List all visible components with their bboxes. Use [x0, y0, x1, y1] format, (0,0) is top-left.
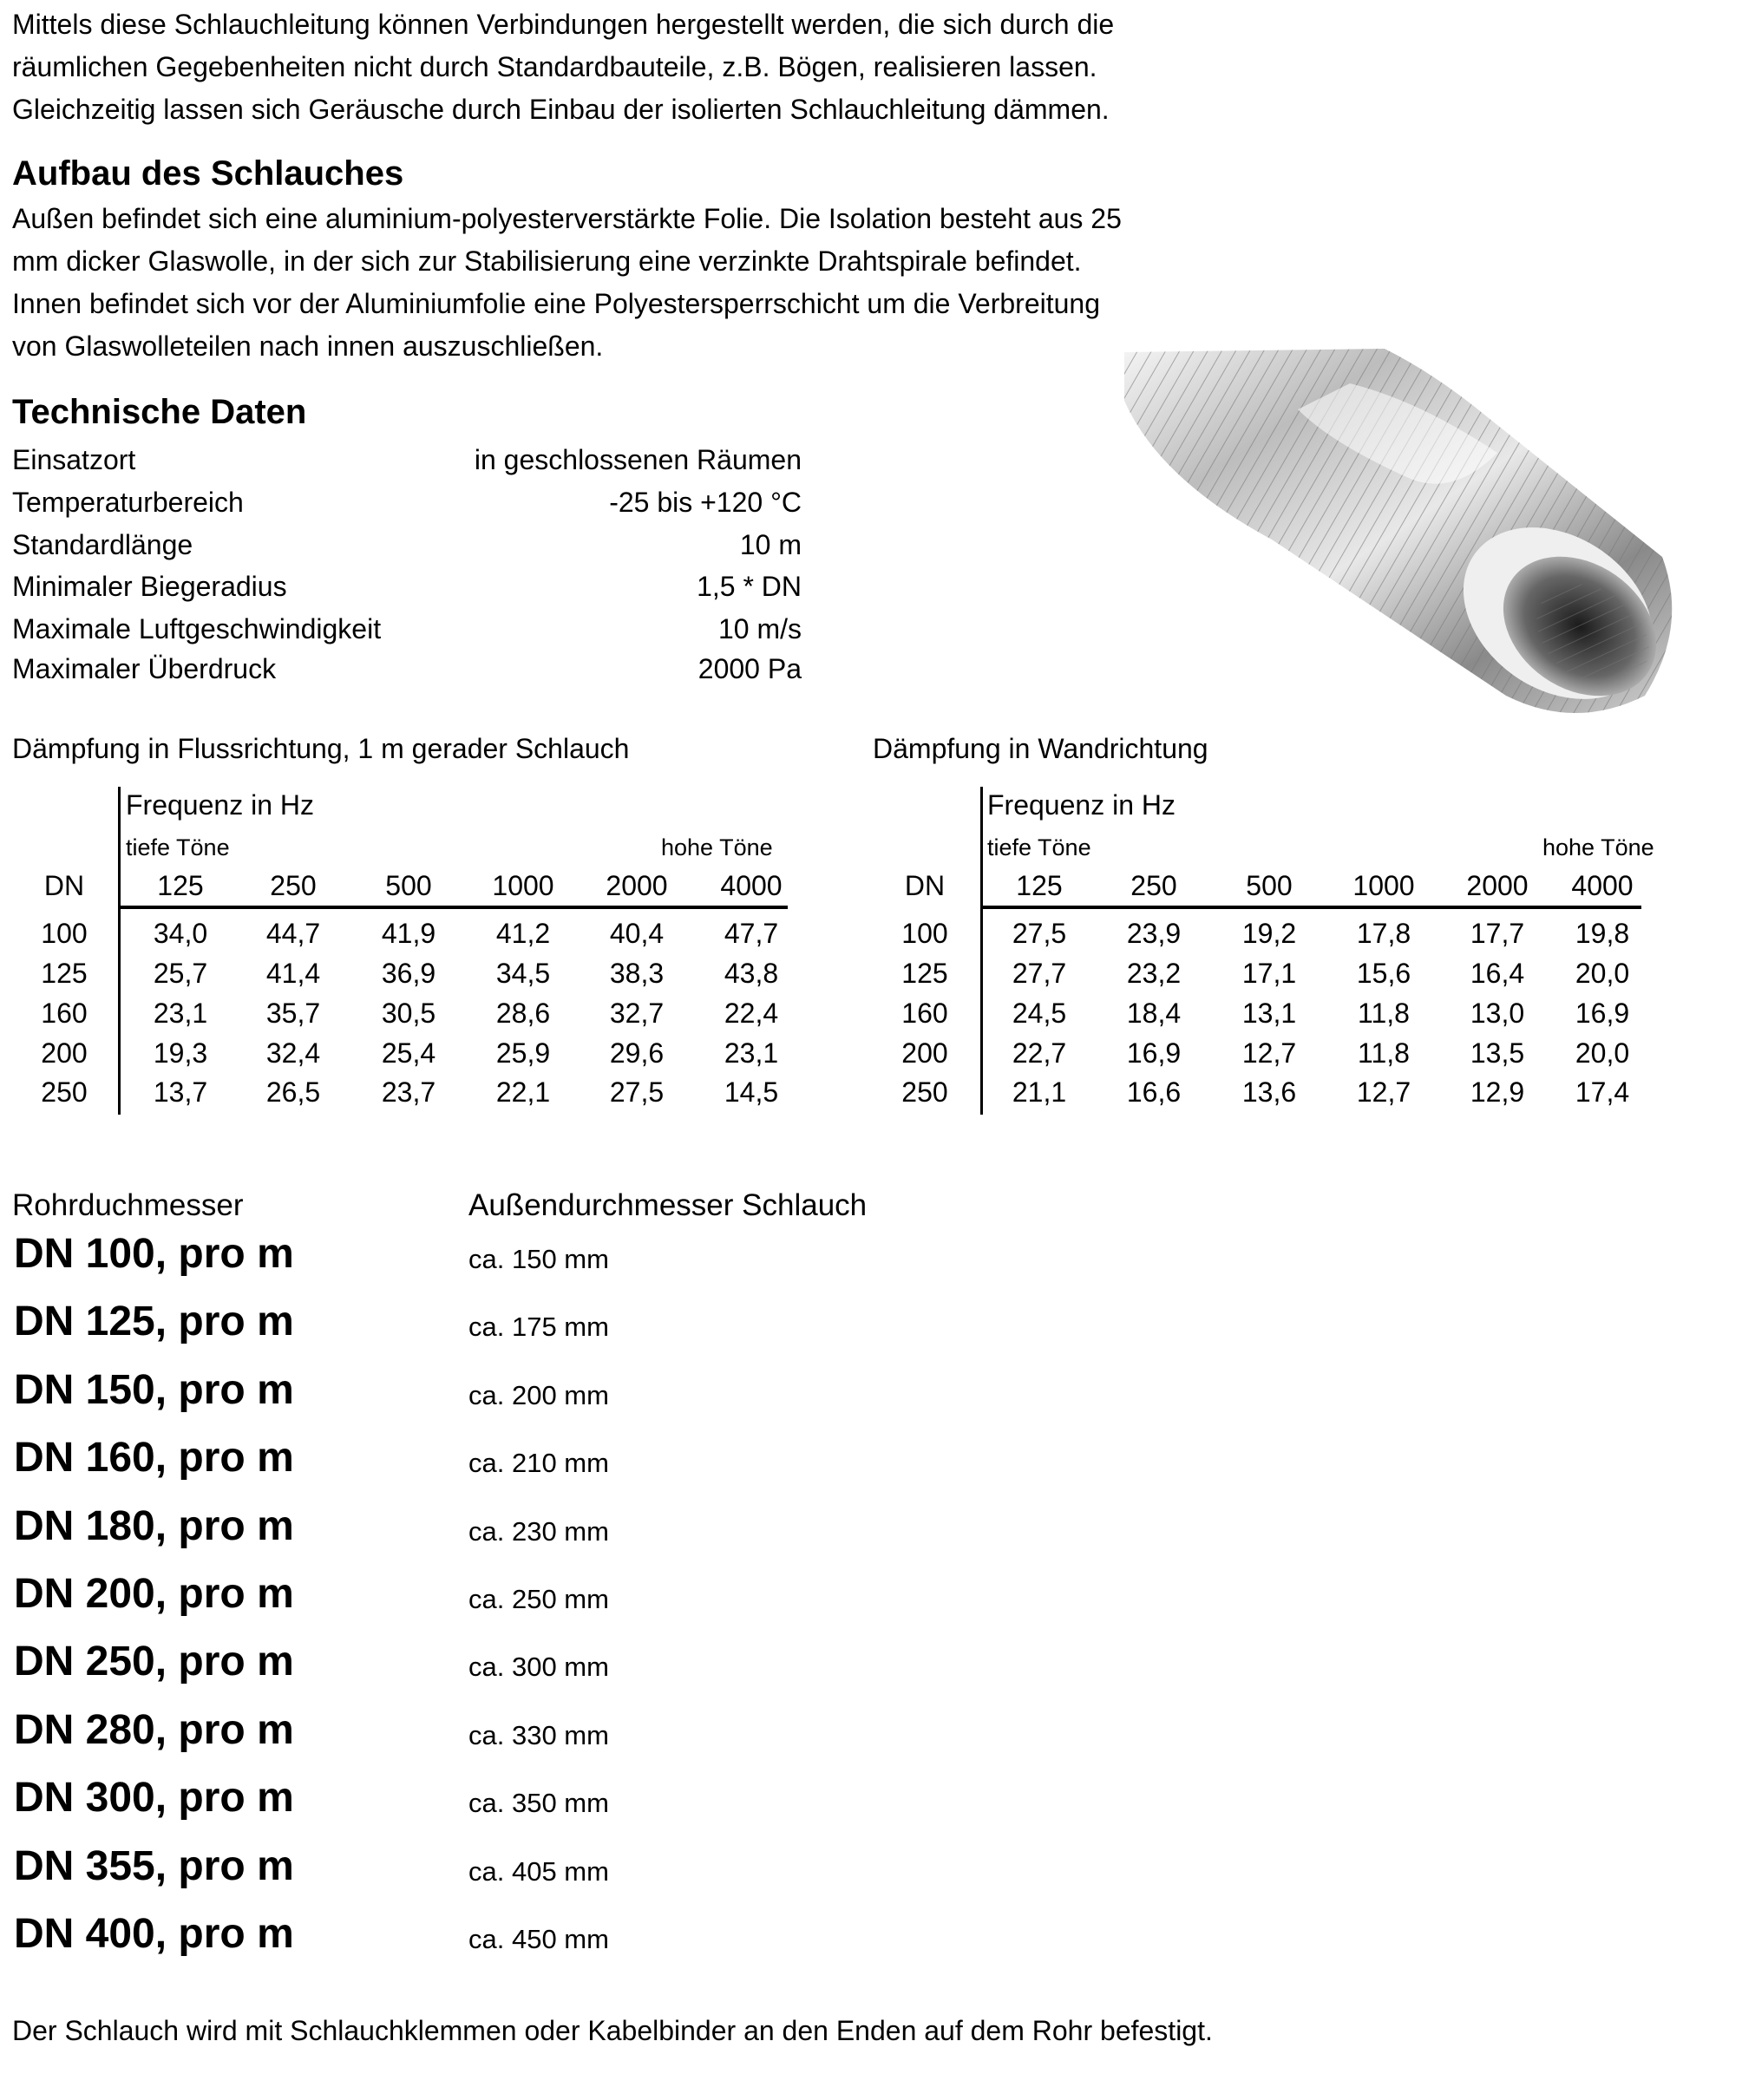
- flow-freq-header: 125: [157, 870, 204, 901]
- flow-dn-cell: 125: [41, 958, 88, 989]
- flow-value-cell: 23,1: [153, 998, 208, 1029]
- size-outer-diameter: ca. 200 mm: [468, 1379, 609, 1410]
- footer-note: Der Schlauch wird mit Schlauchklemmen oder Kabelbinder an den Enden auf dem Rohr befestigt.: [12, 2015, 1213, 2046]
- flow-low-label: tiefe Töne: [126, 834, 230, 860]
- flow-value-cell: 19,3: [153, 1037, 208, 1069]
- flow-value-cell: 22,4: [724, 998, 779, 1029]
- technische-daten-heading: Technische Daten: [12, 393, 307, 431]
- flow-dn-cell: 160: [41, 998, 88, 1029]
- size-outer-diameter: ca. 175 mm: [468, 1312, 609, 1343]
- flow-table-caption: Dämpfung in Flussrichtung, 1 m gerader Schlauch: [12, 733, 630, 764]
- flow-value-cell: 13,7: [153, 1076, 208, 1108]
- size-outer-diameter: ca. 350 mm: [468, 1788, 609, 1819]
- wall-value-cell: 13,0: [1470, 998, 1525, 1029]
- tech-value: 10 m/s: [717, 613, 802, 644]
- wall-freq-label: Frequenz in Hz: [987, 789, 1176, 821]
- flow-freq-header: 250: [270, 870, 317, 901]
- flow-value-cell: 29,6: [609, 1037, 665, 1069]
- wall-value-cell: 19,8: [1575, 918, 1630, 949]
- wall-value-cell: 23,2: [1126, 958, 1182, 989]
- flow-value-cell: 23,7: [381, 1076, 436, 1108]
- flow-dn-cell: 100: [41, 918, 88, 949]
- wall-freq-header: 1000: [1352, 870, 1415, 901]
- tech-label: Maximaler Überdruck: [12, 653, 277, 684]
- tech-value: -25 bis +120 °C: [609, 487, 802, 518]
- size-outer-diameter: ca. 210 mm: [468, 1448, 609, 1479]
- wall-value-cell: 12,7: [1356, 1076, 1411, 1108]
- aufbau-heading: Aufbau des Schlauches: [12, 154, 404, 193]
- wall-value-cell: 12,7: [1241, 1037, 1297, 1069]
- flow-value-cell: 25,4: [381, 1037, 436, 1069]
- flow-high-label: hohe Töne: [661, 834, 773, 860]
- wall-value-cell: 17,7: [1470, 918, 1525, 949]
- wall-value-cell: 16,4: [1470, 958, 1525, 989]
- flow-value-cell: 41,9: [381, 918, 436, 949]
- flow-value-cell: 34,5: [495, 958, 551, 989]
- flow-value-cell: 32,4: [265, 1037, 321, 1069]
- wall-freq-header: 4000: [1571, 870, 1634, 901]
- size-dn-label: DN 250, pro m: [14, 1639, 294, 1685]
- flow-table-vline: [118, 787, 121, 1115]
- wall-value-cell: 13,6: [1241, 1076, 1297, 1108]
- flow-value-cell: 43,8: [724, 958, 779, 989]
- wall-value-cell: 16,9: [1575, 998, 1630, 1029]
- size-outer-diameter: ca. 405 mm: [468, 1855, 609, 1887]
- wall-value-cell: 22,7: [1012, 1037, 1067, 1069]
- flow-value-cell: 47,7: [724, 918, 779, 949]
- size-dn-label: DN 355, pro m: [14, 1842, 294, 1889]
- flow-value-cell: 22,1: [495, 1076, 551, 1108]
- flow-freq-header: 2000: [606, 870, 668, 901]
- wall-freq-header: 500: [1246, 870, 1293, 901]
- aufbau-line: mm dicker Glaswolle, in der sich zur Stabilisierung eine verzinkte Drahtspirale befindet.: [12, 245, 1082, 277]
- size-dn-label: DN 160, pro m: [14, 1435, 294, 1482]
- wall-value-cell: 17,4: [1575, 1076, 1630, 1108]
- tech-label: Maximale Luftgeschwindigkeit: [12, 613, 382, 644]
- tech-label: Standardlänge: [12, 529, 193, 560]
- size-outer-diameter: ca. 230 mm: [468, 1515, 609, 1547]
- wall-value-cell: 27,7: [1012, 958, 1067, 989]
- flow-value-cell: 14,5: [724, 1076, 779, 1108]
- wall-table-vline: [980, 787, 983, 1115]
- intro-line: Mittels diese Schlauchleitung können Verbindungen hergestellt werden, die sich durch die: [12, 9, 1115, 40]
- size-outer-diameter: ca. 330 mm: [468, 1719, 609, 1750]
- flow-dn-header: DN: [43, 870, 85, 901]
- flow-value-cell: 23,1: [724, 1037, 779, 1069]
- flow-value-cell: 36,9: [381, 958, 436, 989]
- wall-dn-cell: 100: [901, 918, 948, 949]
- wall-dn-cell: 200: [901, 1037, 948, 1069]
- size-dn-label: DN 125, pro m: [14, 1299, 294, 1345]
- wall-value-cell: 16,9: [1126, 1037, 1182, 1069]
- flow-value-cell: 26,5: [265, 1076, 321, 1108]
- tech-value: in geschlossenen Räumen: [474, 444, 802, 475]
- wall-value-cell: 23,9: [1126, 918, 1182, 949]
- wall-value-cell: 21,1: [1012, 1076, 1067, 1108]
- aufbau-line: Außen befindet sich eine aluminium-polyesterverstärkte Folie. Die Isolation besteht aus 25: [12, 203, 1122, 234]
- flow-value-cell: 32,7: [609, 998, 665, 1029]
- flow-value-cell: 41,4: [265, 958, 321, 989]
- tech-value: 2000 Pa: [697, 653, 802, 684]
- size-dn-label: DN 300, pro m: [14, 1775, 294, 1822]
- flow-dn-cell: 250: [41, 1076, 88, 1108]
- flow-value-cell: 38,3: [609, 958, 665, 989]
- size-outer-diameter: ca. 300 mm: [468, 1652, 609, 1683]
- wall-value-cell: 15,6: [1356, 958, 1411, 989]
- flow-value-cell: 34,0: [153, 918, 208, 949]
- wall-value-cell: 11,8: [1358, 1037, 1410, 1069]
- aufbau-line: von Glaswolleteilen nach innen auszuschließen.: [12, 330, 604, 362]
- wall-value-cell: 17,1: [1241, 958, 1297, 989]
- flow-value-cell: 35,7: [265, 998, 321, 1029]
- insulated-duct-hose-photo: [1124, 349, 1688, 723]
- flow-table-hline: [118, 906, 788, 909]
- tech-label: Minimaler Biegeradius: [12, 571, 287, 602]
- size-outer-diameter: ca. 450 mm: [468, 1924, 609, 1954]
- wall-dn-cell: 160: [901, 998, 948, 1029]
- wall-value-cell: 20,0: [1575, 958, 1630, 989]
- flow-value-cell: 28,6: [495, 998, 551, 1029]
- flow-value-cell: 30,5: [381, 998, 436, 1029]
- size-outer-diameter: ca. 150 mm: [468, 1244, 609, 1274]
- size-dn-label: DN 150, pro m: [14, 1366, 294, 1413]
- wall-value-cell: 18,4: [1126, 998, 1182, 1029]
- size-dn-label: DN 180, pro m: [14, 1502, 294, 1549]
- wall-dn-cell: 125: [901, 958, 948, 989]
- flow-freq-label: Frequenz in Hz: [126, 789, 314, 821]
- flow-value-cell: 25,9: [495, 1037, 551, 1069]
- aufbau-line: Innen befindet sich vor der Aluminiumfolie eine Polyestersperrschicht um die Verbreitung: [12, 288, 1100, 319]
- wall-value-cell: 24,5: [1012, 998, 1067, 1029]
- flow-value-cell: 44,7: [265, 918, 321, 949]
- wall-value-cell: 17,8: [1356, 918, 1411, 949]
- tech-label: Einsatzort: [12, 444, 136, 475]
- wall-dn-header: DN: [904, 870, 946, 901]
- sizes-col2-header: Außendurchmesser Schlauch: [468, 1188, 868, 1222]
- wall-high-label: hohe Töne: [1542, 834, 1654, 860]
- flow-value-cell: 40,4: [609, 918, 665, 949]
- wall-value-cell: 16,6: [1126, 1076, 1182, 1108]
- size-dn-label: DN 200, pro m: [14, 1571, 294, 1617]
- tech-label: Temperaturbereich: [12, 487, 244, 518]
- flow-freq-header: 500: [385, 870, 432, 901]
- wall-value-cell: 27,5: [1012, 918, 1067, 949]
- wall-freq-header: 125: [1016, 870, 1063, 901]
- wall-table-caption: Dämpfung in Wandrichtung: [873, 733, 1208, 764]
- flow-value-cell: 25,7: [153, 958, 208, 989]
- tech-value: 1,5 * DN: [697, 571, 802, 602]
- flow-dn-cell: 200: [41, 1037, 88, 1069]
- size-dn-label: DN 400, pro m: [14, 1911, 294, 1957]
- aufbau-paragraph: [12, 198, 1122, 368]
- intro-line: Gleichzeitig lassen sich Geräusche durch Einbau der isolierten Schlauchleitung dämmen.: [12, 94, 1110, 125]
- wall-value-cell: 12,9: [1470, 1076, 1525, 1108]
- size-dn-label: DN 280, pro m: [14, 1706, 294, 1753]
- tech-value: 10 m: [739, 529, 802, 560]
- flow-freq-header: 1000: [492, 870, 554, 901]
- sizes-col1-header: Rohrduchmesser: [12, 1188, 244, 1222]
- wall-value-cell: 13,5: [1470, 1037, 1525, 1069]
- wall-value-cell: 13,1: [1241, 998, 1297, 1029]
- flow-value-cell: 41,2: [495, 918, 551, 949]
- wall-dn-cell: 250: [901, 1076, 948, 1108]
- wall-low-label: tiefe Töne: [987, 834, 1091, 860]
- wall-value-cell: 19,2: [1241, 918, 1297, 949]
- size-dn-label: DN 100, pro m: [14, 1231, 294, 1277]
- intro-line: räumlichen Gegebenheiten nicht durch Standardbauteile, z.B. Bögen, realisieren lassen.: [12, 51, 1097, 82]
- wall-freq-header: 2000: [1466, 870, 1529, 901]
- wall-value-cell: 11,8: [1358, 998, 1410, 1029]
- size-outer-diameter: ca. 250 mm: [468, 1584, 609, 1614]
- wall-value-cell: 20,0: [1575, 1037, 1630, 1069]
- wall-table-hline: [980, 906, 1641, 909]
- wall-freq-header: 250: [1130, 870, 1177, 901]
- flow-value-cell: 27,5: [609, 1076, 665, 1108]
- flow-freq-header: 4000: [720, 870, 783, 901]
- intro-paragraph: [12, 3, 1114, 131]
